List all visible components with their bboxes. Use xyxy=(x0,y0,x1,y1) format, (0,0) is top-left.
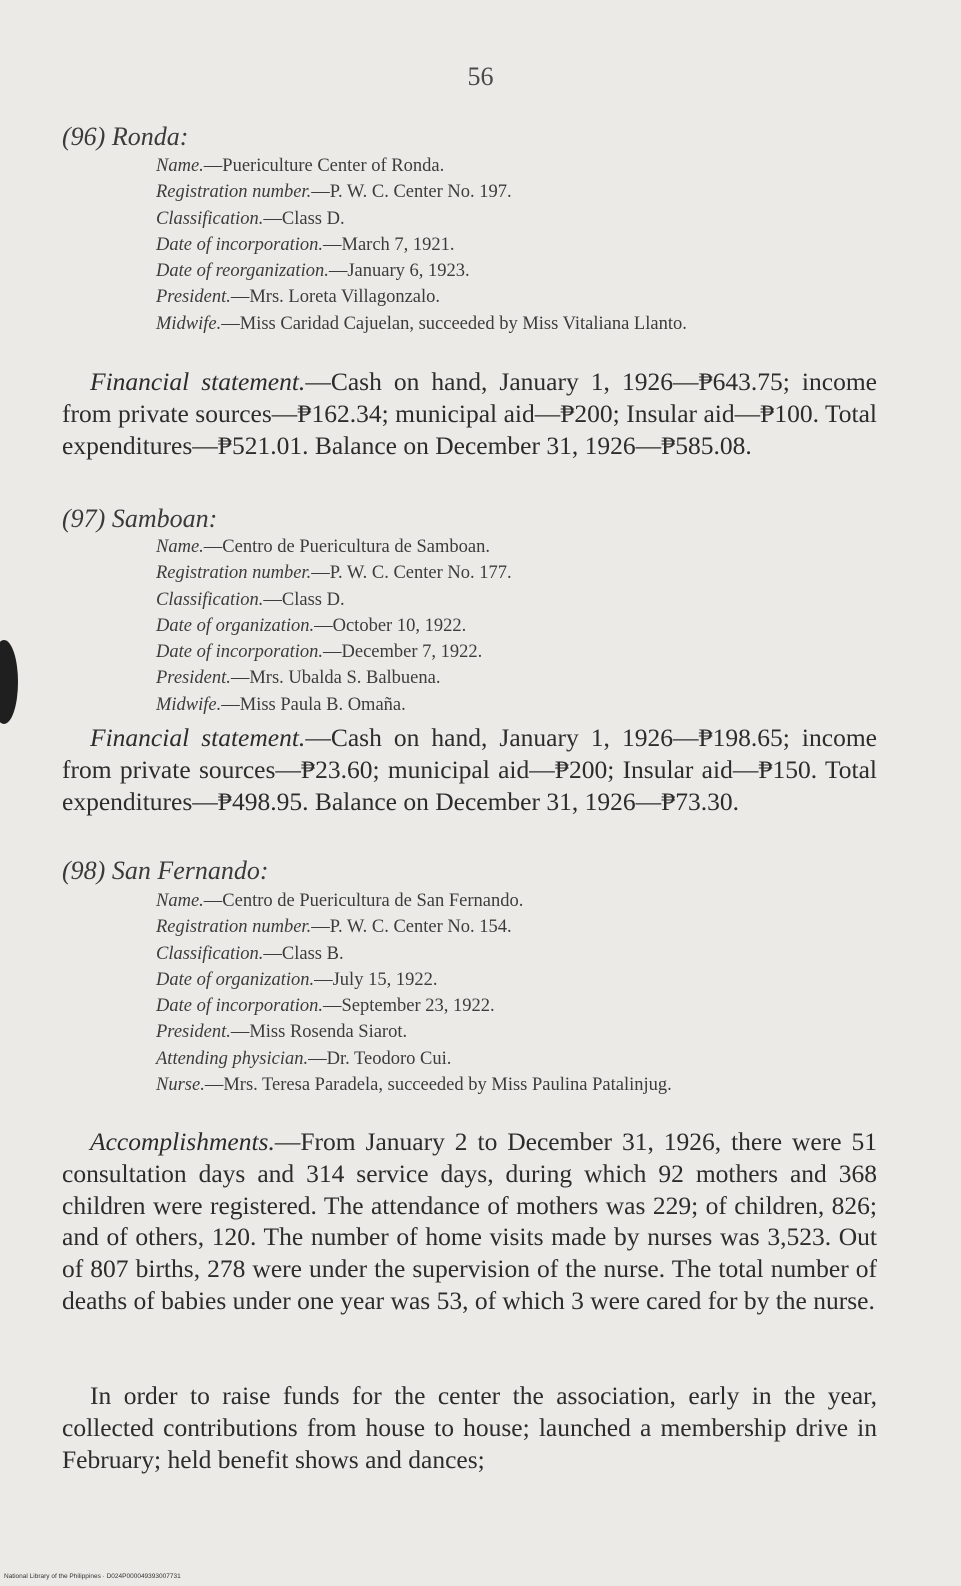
financial-statement-96: Financial statement.—Cash on hand, January 1, 1926—₱643.75; income from private sources—₱162.34; municipal aid—₱200; Insular aid—₱100. Total expenditures—₱521.01. Balance on December 31, 1926—₱585.08. xyxy=(62,367,877,460)
section-heading-98 xyxy=(62,856,269,886)
detail-line: President.—Mrs. Loreta Villagonzalo. xyxy=(156,287,441,308)
section-heading-97 xyxy=(62,504,217,534)
detail-line: Midwife.—Miss Paula B. Omaña. xyxy=(156,694,406,715)
detail-line: Date of incorporation.—December 7, 1922. xyxy=(156,642,483,663)
page-number: 56 xyxy=(467,62,494,91)
detail-line: Classification.—Class B. xyxy=(156,943,344,964)
detail-line: Date of organization.—July 15, 1922. xyxy=(156,969,438,990)
section-number: (97) xyxy=(62,504,106,533)
section-details-97 xyxy=(156,534,891,718)
detail-line: Date of organization.—October 10, 1922. xyxy=(156,615,467,636)
section-heading-96 xyxy=(62,122,188,152)
detail-line: President.—Miss Rosenda Siarot. xyxy=(156,1022,408,1043)
detail-line: Date of incorporation.—September 23, 1922. xyxy=(156,996,495,1017)
section-name: San Fernando: xyxy=(111,856,269,885)
scan-footer: National Library of the Philippines · D024P000049393007731 xyxy=(4,1573,181,1580)
section-name: Ronda: xyxy=(111,122,189,151)
section-name: Samboan: xyxy=(111,504,218,533)
detail-line: Classification.—Class D. xyxy=(156,589,345,610)
detail-line: Registration number.—P. W. C. Center No. 197. xyxy=(156,182,512,203)
detail-line: Registration number.—P. W. C. Center No. 154. xyxy=(156,917,512,938)
detail-line: Name.—Centro de Puericultura de Samboan. xyxy=(156,537,490,557)
detail-line: Name.—Puericulture Center of Ronda. xyxy=(156,156,445,176)
section-details-98 xyxy=(156,888,891,1098)
accomplishments-98: Accomplishments.—From January 2 to December 31, 1926, there were 51 consultation days and 314 service days, during which 92 mothers and 368 children were registered. The attendance of mothers was 229; of children, 826; and of others, 120. The number of home visits made by nurses was 3,523. Out of 807 births, 278 were under the supervision of the nurse. The total number of deaths of babies under one year was 53, of which 3 were cared for by the nurse. xyxy=(62,1127,877,1315)
section-details-96 xyxy=(156,153,891,337)
detail-line: Registration number.—P. W. C. Center No. 177. xyxy=(156,563,512,584)
funds-paragraph-98: In order to raise funds for the center the association, early in the year, collected contributions from house to house; launched a membership drive in February; held benefit shows and dances; xyxy=(62,1381,877,1474)
detail-line: Nurse.—Mrs. Teresa Paradela, succeeded by Miss Paulina Patalinjug. xyxy=(156,1075,672,1096)
section-number: (98) xyxy=(62,856,106,885)
detail-line: President.—Mrs. Ubalda S. Balbuena. xyxy=(156,668,441,689)
detail-line: Date of reorganization.—January 6, 1923. xyxy=(156,261,470,282)
detail-line: Midwife.—Miss Caridad Cajuelan, succeeded by Miss Vitaliana Llanto. xyxy=(156,313,687,334)
detail-line: Name.—Centro de Puericultura de San Fernando. xyxy=(156,891,524,911)
scan-margin-mark xyxy=(0,640,18,724)
detail-line: Date of incorporation.—March 7, 1921. xyxy=(156,234,455,255)
financial-statement-97: Financial statement.—Cash on hand, January 1, 1926—₱198.65; income from private sources—₱23.60; municipal aid—₱200; Insular aid—₱150. Total expenditures—₱498.95. Balance on December 31, 1926—₱73.30. xyxy=(62,723,877,816)
section-number: (96) xyxy=(62,122,106,151)
detail-line: Attending physician.—Dr. Teodoro Cui. xyxy=(156,1048,452,1069)
detail-line: Classification.—Class D. xyxy=(156,208,345,229)
